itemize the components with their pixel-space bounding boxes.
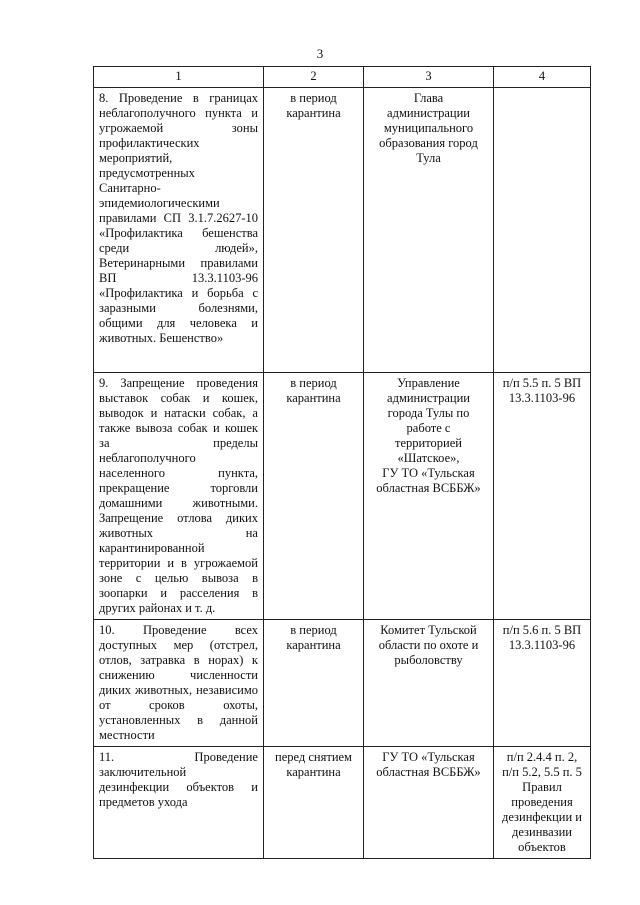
text-line: Глава bbox=[413, 91, 444, 105]
text-line: за пределы bbox=[99, 436, 258, 450]
table-row bbox=[94, 747, 591, 859]
text-line: 9. Запрещение проведения bbox=[99, 376, 258, 390]
text-line: карантинированной bbox=[99, 541, 205, 555]
text-line: заключительной bbox=[99, 765, 187, 779]
measure-cell bbox=[94, 88, 264, 373]
text-line: «Профилактика и борьба с bbox=[99, 286, 258, 300]
text-line: карантина bbox=[286, 106, 341, 120]
text-line: Тула bbox=[416, 151, 441, 165]
text-line: в период bbox=[290, 91, 337, 105]
text-line: областная ВСББЖ» bbox=[376, 481, 481, 495]
text-line: объектов bbox=[518, 840, 566, 854]
text-line: ГУ ТО «Тульская bbox=[382, 466, 475, 480]
text-line: п/п 5.6 п. 5 ВП bbox=[502, 623, 582, 637]
text-line: также вывоза собак и кошек bbox=[99, 421, 258, 435]
text-line: Запрещение отлова диких bbox=[99, 511, 258, 525]
text-line: животных на bbox=[99, 526, 258, 540]
text-line: Ветеринарными правилами bbox=[99, 256, 258, 270]
text-line: неблагополучного пункта и bbox=[99, 106, 258, 120]
table-row bbox=[94, 373, 591, 620]
text-line: угрожаемой зоны bbox=[99, 121, 258, 135]
text-line: в период bbox=[290, 376, 337, 390]
text-line: ГУ ТО «Тульская bbox=[382, 750, 475, 764]
text-line: профилактических bbox=[99, 136, 200, 150]
text-line: местности bbox=[99, 728, 155, 742]
responsible-cell bbox=[364, 373, 494, 620]
page-number: 3 bbox=[316, 46, 324, 61]
text-line: работе с bbox=[406, 421, 451, 435]
text-line: п/п 5.5 п. 5 ВП bbox=[502, 376, 582, 390]
text-line: рыболовству bbox=[394, 653, 463, 667]
reference-cell bbox=[494, 620, 591, 747]
text-line: «Профилактика бешенства bbox=[99, 226, 258, 240]
period-cell bbox=[264, 620, 364, 747]
text-line: карантина bbox=[286, 391, 341, 405]
text-line: «Шатское», bbox=[397, 451, 460, 465]
text-line: карантина bbox=[286, 765, 341, 779]
text-line: области по охоте и bbox=[378, 638, 479, 652]
period-cell bbox=[264, 88, 364, 373]
header-col-4: 4 bbox=[494, 67, 591, 88]
text-line: от сроков охоты, bbox=[99, 698, 258, 712]
reference-cell bbox=[494, 747, 591, 859]
text-line: диких животных, независимо bbox=[99, 683, 258, 697]
text-line: неблагополучного bbox=[99, 451, 196, 465]
text-line: снижению численности bbox=[99, 668, 258, 682]
table-row bbox=[94, 620, 591, 747]
text-line: выводок и натаски собак, а bbox=[99, 406, 258, 420]
text-line: карантина bbox=[286, 638, 341, 652]
header-row bbox=[94, 67, 591, 88]
text-line: ВП 13.3.1103-96 bbox=[99, 271, 258, 285]
measures-table bbox=[93, 66, 591, 859]
text-line: 13.3.1103-96 bbox=[508, 638, 576, 652]
text-line: мероприятий, bbox=[99, 151, 173, 165]
text-line: 10. Проведение всех bbox=[99, 623, 258, 637]
text-line: эпидемиологическими bbox=[99, 196, 220, 210]
text-line: Комитет Тульской bbox=[380, 623, 477, 637]
text-line: администрации bbox=[387, 106, 470, 120]
text-line: животных. Бешенство» bbox=[99, 331, 224, 345]
header-col-2: 2 bbox=[264, 67, 364, 88]
text-line: 11. Проведение bbox=[99, 750, 258, 764]
text-line: города Тулы по bbox=[387, 406, 470, 420]
text-line: дезинвазии bbox=[512, 825, 572, 839]
text-line: общими для человека и bbox=[99, 316, 258, 330]
text-line: администрации bbox=[387, 391, 470, 405]
reference-cell bbox=[494, 373, 591, 620]
text-line: населенного пункта, bbox=[99, 466, 258, 480]
table-row bbox=[94, 88, 591, 373]
responsible-cell bbox=[364, 747, 494, 859]
text-line: домашними животными. bbox=[99, 496, 258, 510]
text-line: дезинфекции объектов и bbox=[99, 780, 258, 794]
responsible-cell bbox=[364, 620, 494, 747]
header-col-1: 1 bbox=[94, 67, 264, 88]
text-line: дезинфекции и bbox=[502, 810, 582, 824]
text-line: среди людей», bbox=[99, 241, 258, 255]
text-line: правилами СП 3.1.7.2627-10 bbox=[99, 211, 258, 225]
text-line: п/п 5.2, 5.5 п. 5 bbox=[502, 765, 582, 779]
period-cell bbox=[264, 373, 364, 620]
period-cell bbox=[264, 747, 364, 859]
text-line: перед снятием bbox=[275, 750, 352, 764]
text-line: Управление bbox=[397, 376, 460, 390]
text-line: образования город bbox=[379, 136, 478, 150]
text-line: зоопарки и расселения в bbox=[99, 586, 258, 600]
text-line: отлов, затравка в норах) к bbox=[99, 653, 258, 667]
text-line: зоне с целью вывоза в bbox=[99, 571, 258, 585]
text-line: в период bbox=[290, 623, 337, 637]
text-line: 8. Проведение в границах bbox=[99, 91, 258, 105]
text-line: предметов ухода bbox=[99, 795, 188, 809]
text-line: областная ВСББЖ» bbox=[376, 765, 481, 779]
measure-cell bbox=[94, 620, 264, 747]
text-line: выставок собак и кошек, bbox=[99, 391, 258, 405]
text-line: территорией bbox=[395, 436, 462, 450]
text-line: 13.3.1103-96 bbox=[508, 391, 576, 405]
text-line: заразными болезнями, bbox=[99, 301, 258, 315]
measure-cell bbox=[94, 747, 264, 859]
text-line: доступных мер (отстрел, bbox=[99, 638, 258, 652]
text-line: установленных в данной bbox=[99, 713, 258, 727]
text-line: проведения bbox=[511, 795, 573, 809]
text-line: Правил bbox=[522, 780, 562, 794]
text-line: территории и в угрожаемой bbox=[99, 556, 258, 570]
text-line: п/п 2.4.4 п. 2, bbox=[506, 750, 578, 764]
text-line: других районах и т. д. bbox=[99, 601, 216, 615]
text-line: муниципального bbox=[383, 121, 474, 135]
responsible-cell bbox=[364, 88, 494, 373]
reference-cell bbox=[494, 88, 591, 373]
measure-cell bbox=[94, 373, 264, 620]
header-col-3: 3 bbox=[364, 67, 494, 88]
text-line: Санитарно- bbox=[99, 181, 161, 195]
text-line: прекращение торговли bbox=[99, 481, 258, 495]
text-line: предусмотренных bbox=[99, 166, 195, 180]
